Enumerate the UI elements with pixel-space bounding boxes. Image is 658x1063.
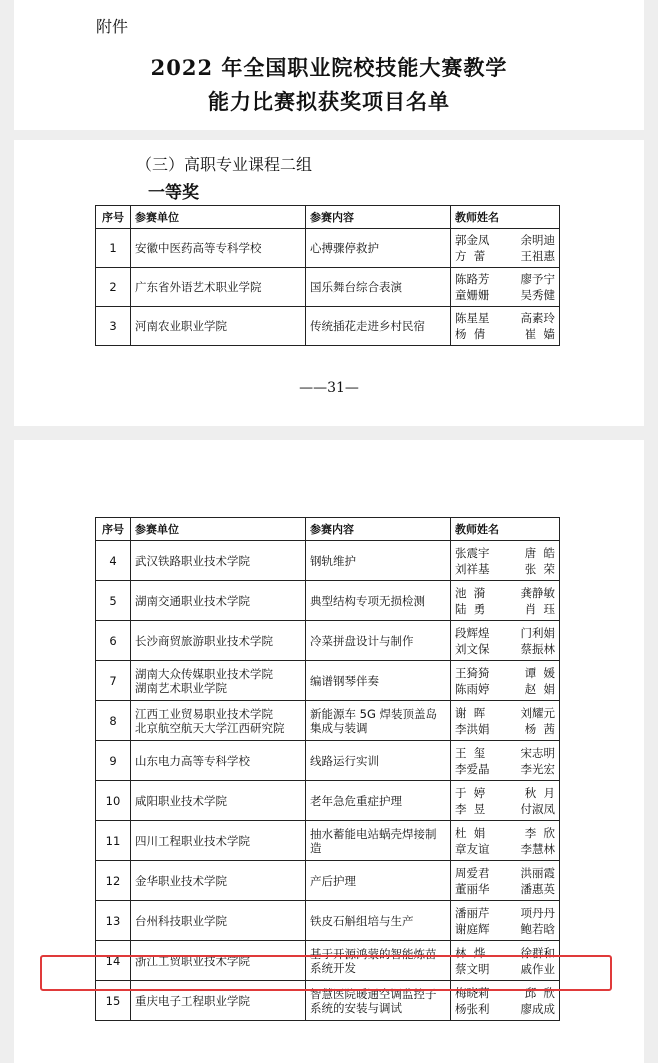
cell-content: 编谱钢琴伴奏 bbox=[306, 661, 451, 701]
teacher-line bbox=[455, 625, 555, 641]
table-row bbox=[96, 901, 560, 941]
teacher-name: 赵 娟 bbox=[524, 681, 555, 696]
cell-no: 9 bbox=[96, 741, 131, 781]
cell-teachers bbox=[451, 901, 560, 941]
teacher-line bbox=[455, 921, 555, 937]
teacher-line bbox=[455, 865, 555, 881]
table-row bbox=[96, 661, 560, 701]
teacher-name: 蔡文明 bbox=[455, 961, 490, 976]
page-number: ——31— bbox=[299, 380, 359, 396]
cell-unit: 河南农业职业学院 bbox=[131, 307, 306, 346]
header-unit: 参赛单位 bbox=[131, 206, 306, 229]
cell-unit: 江西工业贸易职业技术学院 北京航空航天大学江西研究院 bbox=[131, 701, 306, 741]
teacher-name: 刘耀元 bbox=[520, 705, 555, 720]
table-header-row bbox=[96, 206, 560, 229]
teacher-name: 鲍若晗 bbox=[520, 921, 555, 936]
attachment-label: 附件 bbox=[96, 17, 129, 36]
teacher-line bbox=[455, 601, 555, 617]
cell-no: 2 bbox=[96, 268, 131, 307]
teacher-name: 杨 茜 bbox=[524, 721, 555, 736]
teacher-line bbox=[455, 1001, 555, 1017]
teacher-name: 刘文保 bbox=[455, 641, 490, 656]
cell-teachers bbox=[451, 581, 560, 621]
teacher-line bbox=[455, 287, 555, 303]
header-unit: 参赛单位 bbox=[131, 518, 306, 541]
header-content: 参赛内容 bbox=[306, 206, 451, 229]
teacher-line bbox=[455, 310, 555, 326]
teacher-name: 张 荣 bbox=[524, 561, 555, 576]
teacher-line bbox=[455, 745, 555, 761]
teacher-line bbox=[455, 721, 555, 737]
teacher-name: 付淑凤 bbox=[520, 801, 555, 816]
teacher-name: 张震宇 bbox=[455, 545, 490, 560]
cell-teachers bbox=[451, 781, 560, 821]
teacher-name: 谢庭辉 bbox=[455, 921, 490, 936]
teacher-name: 于 婷 bbox=[455, 785, 486, 800]
teacher-name: 李洪娟 bbox=[455, 721, 490, 736]
cell-content: 抽水蓄能电站蜗壳焊接制造 bbox=[306, 821, 451, 861]
table-header-row bbox=[96, 518, 560, 541]
table-row bbox=[96, 861, 560, 901]
cell-unit: 台州科技职业学院 bbox=[131, 901, 306, 941]
teacher-name: 王猗猗 bbox=[455, 665, 490, 680]
header-no: 序号 bbox=[96, 206, 131, 229]
award-table-page-1 bbox=[95, 205, 560, 346]
header-teachers: 教师姓名 bbox=[451, 518, 560, 541]
cell-teachers bbox=[451, 307, 560, 346]
teacher-name: 周爱君 bbox=[455, 865, 490, 880]
teacher-name: 洪丽霞 bbox=[520, 865, 555, 880]
cell-unit: 浙江工贸职业技术学院 bbox=[131, 941, 306, 981]
teacher-name: 杨 倩 bbox=[455, 327, 486, 341]
cell-no: 12 bbox=[96, 861, 131, 901]
table-row bbox=[96, 581, 560, 621]
teacher-name: 吴秀健 bbox=[520, 288, 555, 302]
highlight-box bbox=[40, 955, 612, 991]
cell-no: 13 bbox=[96, 901, 131, 941]
teacher-name: 陈雨婷 bbox=[455, 681, 490, 696]
teacher-name: 谭 媛 bbox=[524, 665, 555, 680]
cell-no: 10 bbox=[96, 781, 131, 821]
teacher-name: 潘惠英 bbox=[520, 881, 555, 896]
teacher-line bbox=[455, 641, 555, 657]
table-row bbox=[96, 741, 560, 781]
teacher-line bbox=[455, 785, 555, 801]
cell-unit: 安徽中医药高等专科学校 bbox=[131, 229, 306, 268]
teacher-name: 廖成成 bbox=[520, 1001, 555, 1016]
cell-content: 基于开源鸿蒙的智能炼苗系统开发 bbox=[306, 941, 451, 981]
cell-content: 铁皮石斛组培与生产 bbox=[306, 901, 451, 941]
cell-unit: 长沙商贸旅游职业技术学院 bbox=[131, 621, 306, 661]
teacher-name: 项丹丹 bbox=[520, 905, 555, 920]
table-row bbox=[96, 307, 560, 346]
teacher-line bbox=[455, 248, 555, 264]
cell-teachers bbox=[451, 701, 560, 741]
teacher-name: 潘丽芹 bbox=[455, 905, 490, 920]
teacher-name: 崔 嫱 bbox=[524, 327, 555, 341]
teacher-name: 刘祥基 bbox=[455, 561, 490, 576]
cell-no: 5 bbox=[96, 581, 131, 621]
teacher-name: 董丽华 bbox=[455, 881, 490, 896]
table-row bbox=[96, 821, 560, 861]
teacher-line bbox=[455, 585, 555, 601]
cell-no: 7 bbox=[96, 661, 131, 701]
teacher-name: 方 蕾 bbox=[455, 249, 486, 263]
cell-content: 新能源车 5G 焊装顶盖岛集成与装调 bbox=[306, 701, 451, 741]
teacher-name: 陆 勇 bbox=[455, 601, 486, 616]
cell-content: 钢轨维护 bbox=[306, 541, 451, 581]
document-title-line-1: 2022 年全国职业院校技能大赛教学 bbox=[150, 55, 508, 80]
table-row bbox=[96, 621, 560, 661]
cell-unit: 湖南大众传媒职业技术学院 湖南艺术职业学院 bbox=[131, 661, 306, 701]
header-teachers: 教师姓名 bbox=[451, 206, 560, 229]
teacher-name: 王 玺 bbox=[455, 745, 486, 760]
cell-content: 心搏骤停救护 bbox=[306, 229, 451, 268]
cell-no: 15 bbox=[96, 981, 131, 1021]
cell-content: 典型结构专项无损检测 bbox=[306, 581, 451, 621]
teacher-name: 唐 皓 bbox=[524, 545, 555, 560]
cell-no: 14 bbox=[96, 941, 131, 981]
teacher-line bbox=[455, 271, 555, 287]
cell-unit: 四川工程职业技术学院 bbox=[131, 821, 306, 861]
cell-unit: 山东电力高等专科学校 bbox=[131, 741, 306, 781]
teacher-name: 童姗姗 bbox=[455, 288, 490, 302]
teacher-line bbox=[455, 841, 555, 857]
cell-teachers bbox=[451, 821, 560, 861]
teacher-line bbox=[455, 761, 555, 777]
teacher-line bbox=[455, 881, 555, 897]
teacher-line bbox=[455, 705, 555, 721]
cell-content: 线路运行实训 bbox=[306, 741, 451, 781]
teacher-name: 宋志明 bbox=[520, 745, 555, 760]
teacher-name: 李光宏 bbox=[520, 761, 555, 776]
teacher-line bbox=[455, 232, 555, 248]
cell-unit: 重庆电子工程职业学院 bbox=[131, 981, 306, 1021]
teacher-name: 章友谊 bbox=[455, 841, 490, 856]
cell-teachers bbox=[451, 861, 560, 901]
section-heading: （三）高职专业课程二组 bbox=[136, 155, 313, 174]
teacher-name: 郭金凤 bbox=[455, 233, 490, 247]
teacher-line bbox=[455, 681, 555, 697]
document-title-line-2: 能力比赛拟获奖项目名单 bbox=[208, 89, 450, 114]
teacher-name: 李 欣 bbox=[524, 825, 555, 840]
cell-no: 6 bbox=[96, 621, 131, 661]
teacher-name: 谢 晖 bbox=[455, 705, 486, 720]
table-row bbox=[96, 229, 560, 268]
cell-unit: 咸阳职业技术学院 bbox=[131, 781, 306, 821]
cell-no: 3 bbox=[96, 307, 131, 346]
table-row bbox=[96, 541, 560, 581]
header-content: 参赛内容 bbox=[306, 518, 451, 541]
teacher-line bbox=[455, 801, 555, 817]
cell-no: 8 bbox=[96, 701, 131, 741]
teacher-name: 秋 月 bbox=[524, 785, 555, 800]
teacher-name: 李爱晶 bbox=[455, 761, 490, 776]
teacher-line bbox=[455, 825, 555, 841]
teacher-name: 林 烨 bbox=[455, 945, 486, 960]
cell-content: 智慧医院暖通空调监控子系统的安装与调试 bbox=[306, 981, 451, 1021]
teacher-line bbox=[455, 561, 555, 577]
teacher-line bbox=[455, 545, 555, 561]
cell-no: 1 bbox=[96, 229, 131, 268]
teacher-name: 邱 欣 bbox=[524, 985, 555, 1000]
teacher-name: 池 漪 bbox=[455, 585, 486, 600]
cell-content: 国乐舞台综合表演 bbox=[306, 268, 451, 307]
cell-teachers bbox=[451, 229, 560, 268]
teacher-name: 高素玲 bbox=[520, 311, 555, 325]
teacher-line bbox=[455, 905, 555, 921]
teacher-line bbox=[455, 326, 555, 342]
teacher-name: 杜 娟 bbox=[455, 825, 486, 840]
cell-unit: 金华职业技术学院 bbox=[131, 861, 306, 901]
cell-teachers bbox=[451, 661, 560, 701]
teacher-name: 杨张利 bbox=[455, 1001, 490, 1016]
cell-unit: 湖南交通职业技术学院 bbox=[131, 581, 306, 621]
cell-unit: 广东省外语艺术职业学院 bbox=[131, 268, 306, 307]
cell-teachers bbox=[451, 541, 560, 581]
teacher-name: 李慧林 bbox=[520, 841, 555, 856]
teacher-line bbox=[455, 665, 555, 681]
teacher-name: 徐群和 bbox=[520, 945, 555, 960]
teacher-name: 龚静敏 bbox=[520, 585, 555, 600]
header-no: 序号 bbox=[96, 518, 131, 541]
teacher-name: 戚作业 bbox=[520, 961, 555, 976]
cell-content: 产后护理 bbox=[306, 861, 451, 901]
prize-level-heading: 一等奖 bbox=[148, 183, 199, 203]
table-row bbox=[96, 701, 560, 741]
cell-teachers bbox=[451, 621, 560, 661]
teacher-name: 梅晓莉 bbox=[455, 985, 490, 1000]
table-row bbox=[96, 268, 560, 307]
cell-content: 冷菜拼盘设计与制作 bbox=[306, 621, 451, 661]
table-row bbox=[96, 781, 560, 821]
teacher-name: 门利娟 bbox=[520, 625, 555, 640]
award-table-page-2 bbox=[95, 517, 560, 1021]
cell-content: 老年急危重症护理 bbox=[306, 781, 451, 821]
cell-content: 传统插花走进乡村民宿 bbox=[306, 307, 451, 346]
teacher-name: 李 昱 bbox=[455, 801, 486, 816]
teacher-name: 王祖惠 bbox=[520, 249, 555, 263]
cell-teachers bbox=[451, 741, 560, 781]
cell-unit: 武汉铁路职业技术学院 bbox=[131, 541, 306, 581]
teacher-name: 陈路芳 bbox=[455, 272, 490, 286]
teacher-name: 陈星星 bbox=[455, 311, 490, 325]
teacher-name: 余明迪 bbox=[520, 233, 555, 247]
teacher-name: 肖 珏 bbox=[524, 601, 555, 616]
cell-teachers bbox=[451, 268, 560, 307]
teacher-name: 廖予宁 bbox=[520, 272, 555, 286]
teacher-name: 蔡振林 bbox=[520, 641, 555, 656]
cell-no: 11 bbox=[96, 821, 131, 861]
teacher-name: 段辉煌 bbox=[455, 625, 490, 640]
cell-no: 4 bbox=[96, 541, 131, 581]
